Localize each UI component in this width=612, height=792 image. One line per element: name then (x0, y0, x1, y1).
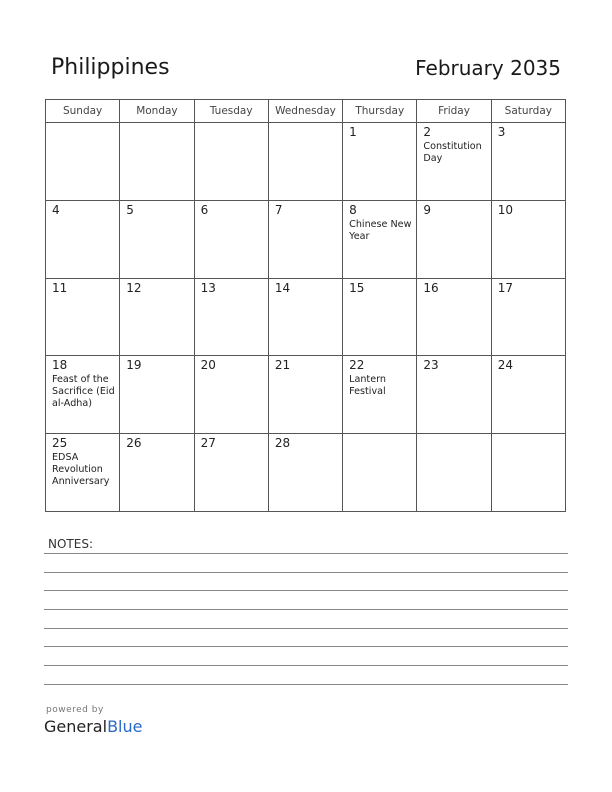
holiday-label: Constitution Day (423, 141, 482, 164)
day-cell (120, 434, 194, 512)
day-cell-content (195, 123, 268, 125)
day-cell-content (120, 201, 193, 218)
day-cell (343, 434, 417, 512)
country-title: Philippines (51, 55, 170, 80)
day-cell (417, 434, 491, 512)
day-cell-content (343, 123, 416, 140)
day-number: 12 (126, 280, 142, 295)
note-line (44, 572, 568, 573)
week-row (46, 200, 566, 278)
day-cell-content (46, 434, 119, 488)
day-number: 17 (497, 280, 513, 295)
weekday-wednesday: Wednesday (268, 100, 342, 123)
day-cell-content (417, 279, 490, 296)
day-cell-content (46, 356, 119, 410)
day-cell-content (195, 279, 268, 296)
day-cell-content (120, 434, 193, 451)
day-cell (491, 200, 565, 278)
day-cell-content (120, 123, 193, 125)
day-cell (194, 123, 268, 201)
day-cell (417, 278, 491, 356)
day-cell (120, 123, 194, 201)
day-cell-content (269, 279, 342, 296)
day-cell (343, 123, 417, 201)
day-cell-content (492, 434, 565, 436)
day-cell (268, 278, 342, 356)
day-cell-content (269, 201, 342, 218)
day-number: 19 (126, 358, 142, 373)
holiday-label: Chinese New Year (349, 218, 412, 242)
weekday-saturday: Saturday (491, 100, 565, 123)
day-cell (194, 356, 268, 434)
day-number: 5 (126, 202, 134, 217)
day-number: 27 (200, 436, 216, 451)
note-line (44, 684, 568, 685)
logo-general: General (44, 717, 108, 736)
day-cell (417, 356, 491, 434)
day-number: 10 (497, 202, 513, 217)
day-cell (491, 434, 565, 512)
note-line (44, 590, 568, 591)
weekday-friday: Friday (417, 100, 491, 123)
day-cell (268, 356, 342, 434)
week-row (46, 278, 566, 356)
day-cell (343, 278, 417, 356)
day-cell-content (417, 123, 490, 165)
day-cell-content (343, 356, 416, 398)
weekday-monday: Monday (120, 100, 194, 123)
week-row (46, 123, 566, 201)
day-number: 3 (497, 125, 506, 139)
day-cell (268, 200, 342, 278)
calendar-grid (45, 99, 566, 512)
day-cell (417, 200, 491, 278)
day-cell (194, 434, 268, 512)
day-number: 11 (52, 280, 68, 295)
day-cell-content (120, 356, 193, 373)
day-cell (417, 123, 491, 201)
day-number: 6 (200, 202, 209, 217)
day-cell (120, 200, 194, 278)
note-line (44, 628, 568, 629)
day-cell-content (492, 356, 565, 373)
day-number: 7 (274, 202, 283, 217)
day-cell (194, 200, 268, 278)
day-cell (46, 200, 120, 278)
day-number: 9 (423, 202, 432, 217)
day-cell (46, 356, 120, 434)
holiday-label: Feast of the Sacrifice (Eid al-Adha) (52, 374, 115, 410)
day-cell-content (269, 123, 342, 125)
day-cell-content (417, 434, 490, 436)
weekday-tuesday: Tuesday (194, 100, 268, 123)
day-number: 25 (52, 436, 68, 451)
day-cell (46, 434, 120, 512)
day-cell-content (417, 356, 490, 373)
day-number: 4 (52, 202, 60, 217)
weekday-thursday: Thursday (343, 100, 417, 123)
day-number: 15 (349, 280, 365, 295)
day-number: 21 (274, 358, 291, 373)
holiday-label: Lantern Festival (349, 374, 386, 398)
note-line (44, 646, 568, 647)
day-cell-content (46, 123, 119, 125)
day-cell-content (492, 201, 565, 218)
note-line (44, 553, 568, 554)
day-cell-content (343, 279, 416, 296)
day-cell-content (269, 356, 342, 373)
day-number: 26 (126, 436, 142, 451)
day-cell-content (417, 201, 490, 218)
generalblue-logo (44, 717, 142, 736)
holiday-label: EDSA Revolution Anniversary (52, 452, 110, 488)
notes-label: NOTES: (48, 537, 93, 551)
day-cell (268, 434, 342, 512)
day-cell (343, 200, 417, 278)
day-number: 1 (349, 125, 357, 139)
weekday-sunday: Sunday (46, 100, 120, 123)
day-cell (343, 356, 417, 434)
day-cell-content (195, 201, 268, 218)
weekday-header-row (46, 100, 566, 123)
logo-blue: Blue (107, 717, 143, 736)
day-cell-content (46, 279, 119, 296)
day-cell (194, 278, 268, 356)
day-cell (491, 123, 565, 201)
day-number: 14 (274, 280, 291, 295)
day-cell-content (46, 201, 119, 218)
day-number: 16 (423, 280, 439, 295)
powered-by-text: powered by (46, 705, 104, 715)
note-line (44, 609, 568, 610)
day-number: 20 (200, 358, 216, 373)
note-line (44, 665, 568, 666)
day-cell (491, 278, 565, 356)
day-cell-content (120, 279, 193, 296)
day-number: 13 (200, 280, 216, 295)
day-cell-content (195, 434, 268, 451)
day-number: 8 (349, 202, 357, 217)
month-title: February 2035 (415, 56, 561, 80)
day-cell-content (269, 434, 342, 451)
day-number: 28 (274, 436, 291, 451)
day-number: 24 (497, 358, 513, 373)
day-cell (46, 278, 120, 356)
day-cell (491, 356, 565, 434)
day-cell (46, 123, 120, 201)
day-number: 23 (423, 358, 439, 373)
day-cell (120, 278, 194, 356)
day-cell-content (343, 434, 416, 436)
day-cell-content (492, 279, 565, 296)
day-number: 2 (423, 125, 432, 139)
day-cell-content (343, 201, 416, 243)
day-cell-content (492, 123, 565, 140)
week-row (46, 356, 566, 434)
day-cell (268, 123, 342, 201)
day-number: 22 (349, 358, 365, 373)
day-cell (120, 356, 194, 434)
week-row (46, 434, 566, 512)
day-number: 18 (52, 358, 68, 373)
day-cell-content (195, 356, 268, 373)
